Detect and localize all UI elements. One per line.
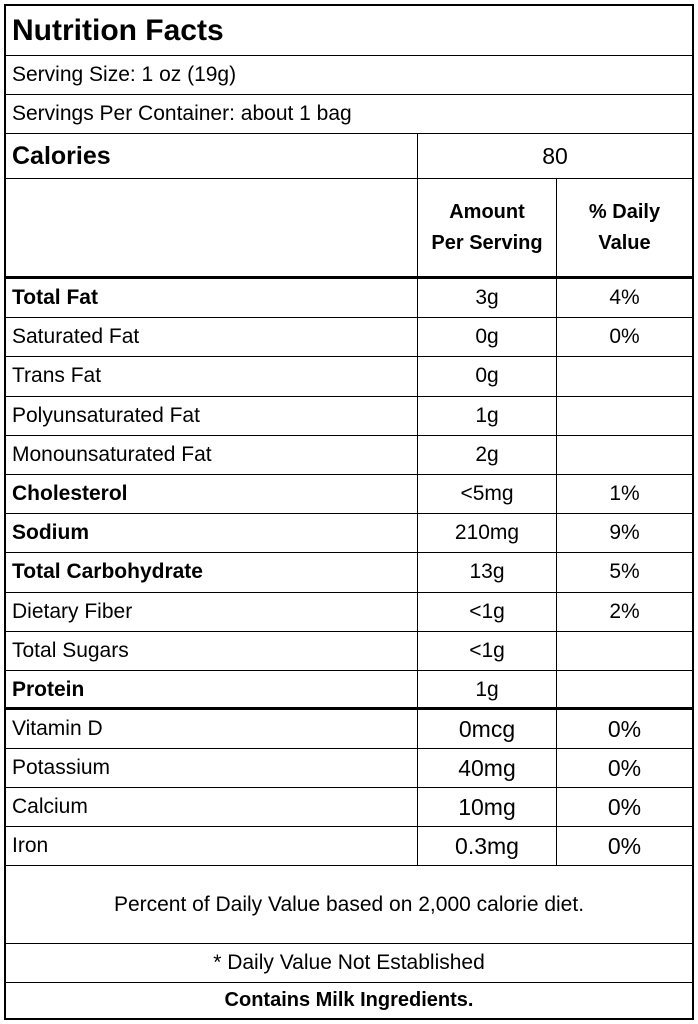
vitamin-row bbox=[6, 788, 692, 827]
vitamin-row-amount: 0.3mg bbox=[418, 827, 557, 865]
nutrient-row-daily-value bbox=[557, 671, 692, 709]
vitamin-row-amount: 40mg bbox=[418, 749, 557, 787]
nutrient-row-amount: <1g bbox=[418, 593, 557, 631]
nutrient-row bbox=[6, 553, 692, 592]
column-header-blank bbox=[6, 179, 418, 276]
nutrient-row-amount: 0g bbox=[418, 357, 557, 395]
nutrient-row bbox=[6, 593, 692, 632]
amount-header-line1: Amount bbox=[449, 200, 525, 223]
not-established-note: * Daily Value Not Established bbox=[213, 951, 485, 974]
servings-per-container-row bbox=[6, 95, 692, 134]
calories-value: 80 bbox=[542, 142, 568, 169]
nutrient-row-name: Monounsaturated Fat bbox=[6, 436, 418, 474]
nutrient-row-daily-value: 1% bbox=[609, 482, 640, 506]
dv-header-line2: Value bbox=[598, 231, 651, 254]
nutrient-row-name: Cholesterol bbox=[6, 475, 418, 513]
nutrient-row bbox=[6, 279, 692, 318]
nutrient-row-daily-value: 0% bbox=[609, 325, 640, 349]
nutrient-row-name: Total Fat bbox=[6, 279, 418, 317]
nutrient-row-name: Polyunsaturated Fat bbox=[6, 397, 418, 435]
daily-value-column-header bbox=[557, 179, 692, 276]
dv-header-line1: % Daily bbox=[588, 200, 661, 223]
nutrient-row bbox=[6, 514, 692, 553]
nutrient-row-amount: 1g bbox=[418, 397, 557, 435]
nutrient-row-amount: <1g bbox=[418, 632, 557, 670]
nutrient-row bbox=[6, 318, 692, 357]
nutrient-row-name: Dietary Fiber bbox=[6, 593, 418, 631]
nutrient-row-amount: 210mg bbox=[418, 514, 557, 552]
allergen-row bbox=[6, 983, 692, 1018]
nutrient-row-amount: <5mg bbox=[418, 475, 557, 513]
nutrient-row-daily-value: 4% bbox=[609, 286, 640, 310]
vitamin-row-name: Iron bbox=[6, 827, 418, 865]
vitamin-row bbox=[6, 827, 692, 866]
vitamin-row-daily-value: 0% bbox=[607, 715, 642, 742]
panel-title: Nutrition Facts bbox=[12, 13, 224, 47]
vitamin-row-amount: 10mg bbox=[418, 788, 557, 826]
nutrient-row-name: Total Sugars bbox=[6, 632, 418, 670]
nutrient-row-name: Saturated Fat bbox=[6, 318, 418, 356]
title-row bbox=[6, 6, 692, 56]
nutrient-row-name: Protein bbox=[6, 671, 418, 709]
amount-header-line2: Per Serving bbox=[431, 231, 543, 254]
vitamin-row-amount: 0mcg bbox=[418, 710, 557, 748]
nutrient-row-daily-value bbox=[557, 632, 692, 670]
dv-note-row bbox=[6, 866, 692, 944]
calories-label: Calories bbox=[6, 134, 418, 178]
nutrient-row bbox=[6, 632, 692, 671]
allergen-statement: Contains Milk Ingredients. bbox=[224, 989, 474, 1011]
vitamin-row-name: Vitamin D bbox=[6, 710, 418, 748]
nutrient-row-daily-value: 5% bbox=[609, 560, 640, 584]
nutrient-row-name: Total Carbohydrate bbox=[6, 553, 418, 591]
serving-size-row bbox=[6, 56, 692, 95]
nutrient-row-amount: 2g bbox=[418, 436, 557, 474]
nutrient-row-daily-value: 9% bbox=[609, 521, 640, 545]
nutrient-row-amount: 1g bbox=[418, 671, 557, 709]
vitamin-row-name: Calcium bbox=[6, 788, 418, 826]
vitamin-row-name: Potassium bbox=[6, 749, 418, 787]
nutrient-row bbox=[6, 397, 692, 436]
nutrient-row bbox=[6, 436, 692, 475]
nutrient-row-daily-value: 2% bbox=[609, 599, 640, 623]
dv-note: Percent of Daily Value based on 2,000 calorie diet. bbox=[113, 892, 585, 916]
vitamin-row bbox=[6, 749, 692, 788]
not-established-row bbox=[6, 944, 692, 983]
amount-column-header bbox=[418, 179, 557, 276]
vitamin-row bbox=[6, 710, 692, 749]
nutrient-row-name: Trans Fat bbox=[6, 357, 418, 395]
nutrient-row-name: Sodium bbox=[6, 514, 418, 552]
nutrient-row-amount: 13g bbox=[418, 553, 557, 591]
column-header-row bbox=[6, 179, 692, 276]
nutrient-row-daily-value bbox=[557, 436, 692, 474]
nutrient-row-amount: 3g bbox=[418, 279, 557, 317]
vitamin-row-daily-value: 0% bbox=[607, 793, 642, 820]
nutrient-row-daily-value bbox=[557, 357, 692, 395]
nutrient-row bbox=[6, 357, 692, 396]
vitamin-row-daily-value: 0% bbox=[607, 832, 642, 859]
nutrient-row-amount: 0g bbox=[418, 318, 557, 356]
nutrient-row bbox=[6, 671, 692, 710]
nutrition-facts-panel bbox=[4, 4, 694, 1020]
nutrient-row bbox=[6, 475, 692, 514]
nutrient-row-daily-value bbox=[557, 397, 692, 435]
serving-size: Serving Size: 1 oz (19g) bbox=[12, 63, 237, 86]
calories-row bbox=[6, 134, 692, 179]
servings-per-container: Servings Per Container: about 1 bag bbox=[12, 102, 352, 125]
vitamin-row-daily-value: 0% bbox=[607, 754, 642, 781]
